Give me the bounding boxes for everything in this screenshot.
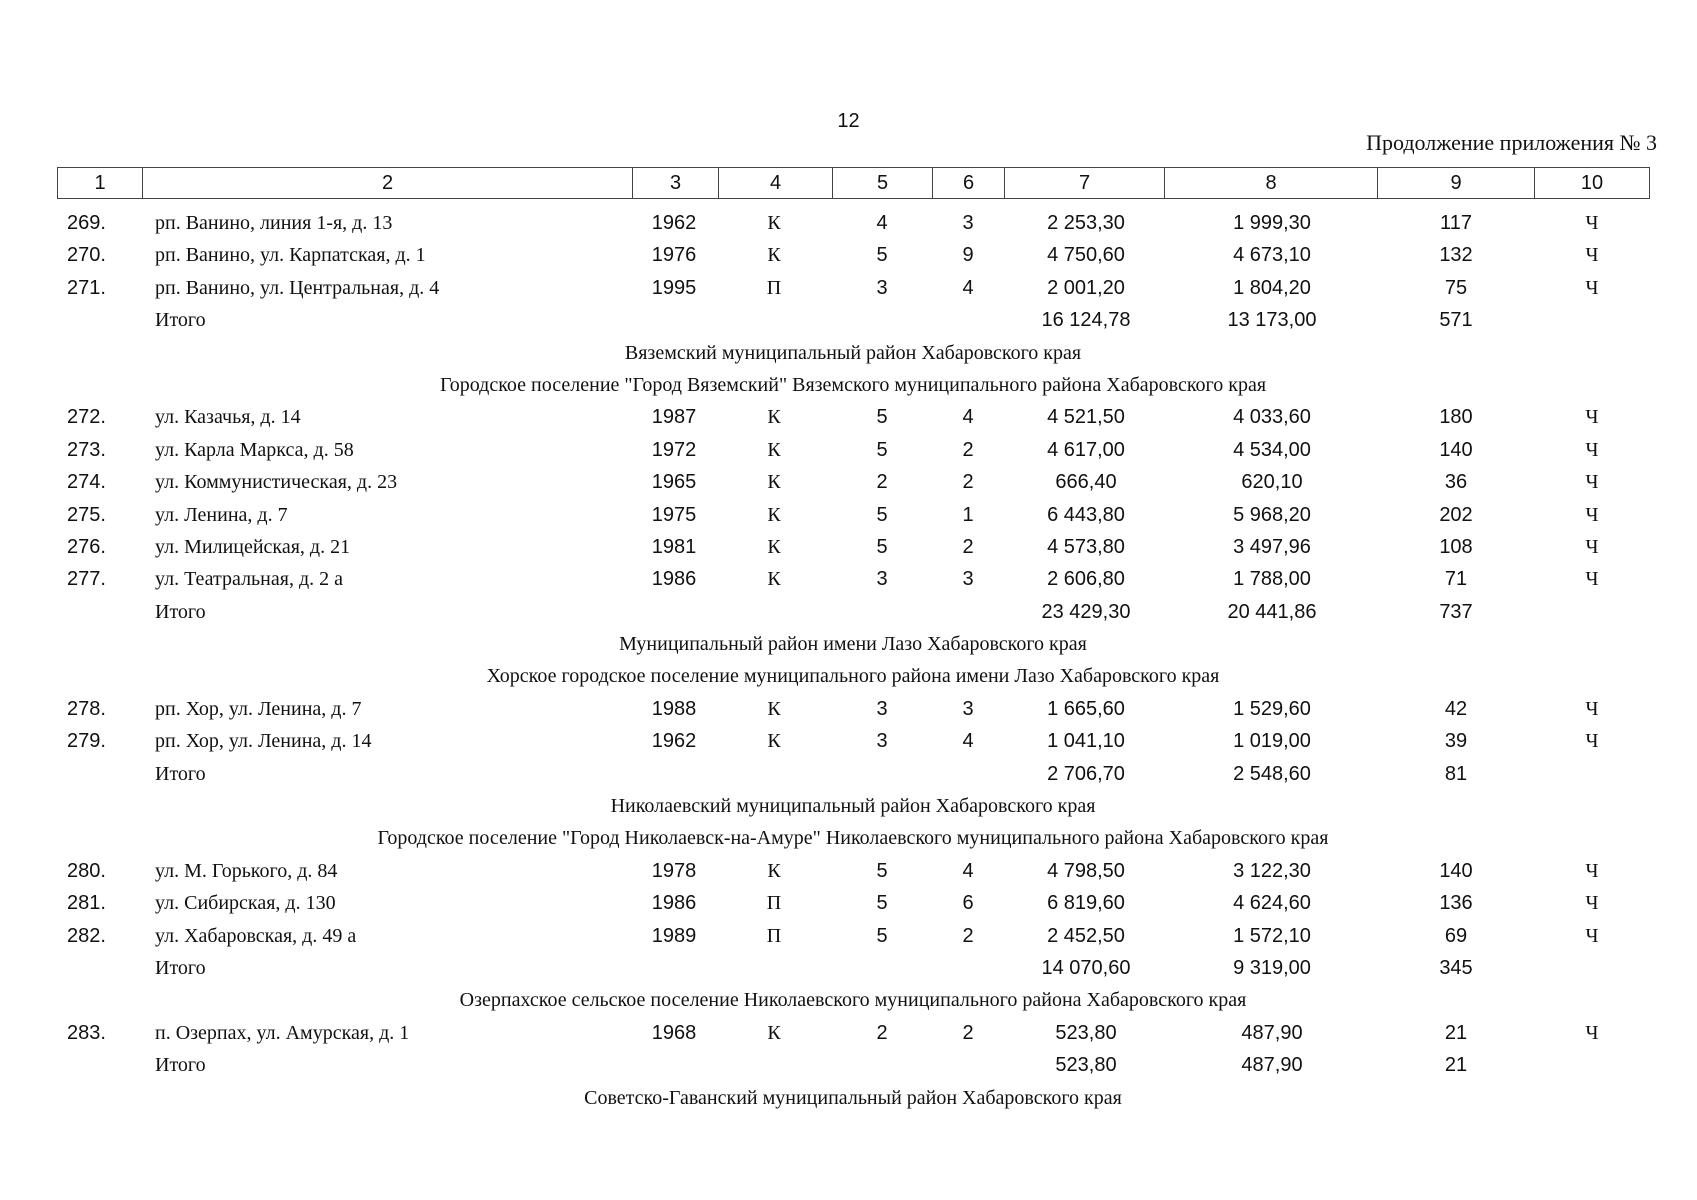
area-living-cell: 4 534,00 [1233, 438, 1311, 461]
ownership-cell: Ч [1585, 697, 1599, 720]
residents-cell: 117 [1440, 212, 1472, 234]
address-cell: ул. Ленина, д. 7 [155, 503, 288, 526]
floors-cell: 5 [876, 503, 888, 526]
column-header: 10 [1535, 168, 1650, 199]
area-living-cell: 1 572,10 [1233, 924, 1311, 947]
area-total-cell: 4 798,50 [1047, 859, 1125, 882]
wall-material-cell: К [767, 503, 781, 526]
section-heading-row [57, 660, 1649, 692]
residents-cell: 345 [1439, 956, 1473, 979]
floors-cell: 5 [876, 859, 888, 882]
year-cell: 1968 [651, 1021, 697, 1044]
area-living-cell: 487,90 [1241, 1021, 1303, 1044]
residents-cell: 39 [1444, 730, 1468, 753]
area-living-cell: 1 999,30 [1233, 212, 1311, 234]
floors-cell: 3 [876, 697, 888, 720]
area-total-cell: 1 665,60 [1047, 697, 1125, 720]
table-row [57, 531, 1649, 563]
page-number: 12 [837, 110, 860, 132]
area-living-cell: 1 788,00 [1233, 568, 1311, 591]
ownership-cell: Ч [1585, 471, 1599, 494]
wall-material-cell: П [766, 924, 782, 947]
row-number-cell: 270. [67, 244, 106, 267]
column-header: 3 [633, 168, 719, 199]
year-cell: 1989 [651, 924, 697, 947]
total-label: Итого [155, 1054, 206, 1077]
area-living-cell: 1 804,20 [1233, 276, 1311, 299]
year-cell: 1986 [651, 892, 697, 915]
area-total-cell: 16 124,78 [1041, 309, 1131, 332]
table-row [57, 855, 1649, 887]
section-title: Вяземский муниципальный район Хабаровского края [624, 341, 1082, 364]
ownership-cell: Ч [1585, 892, 1599, 915]
section-title: Советско-Гаванский муниципальный район Хабаровского края [584, 1086, 1122, 1109]
row-number-cell: 271. [67, 276, 106, 299]
floors-cell: 5 [876, 244, 888, 267]
address-cell: рп. Ванино, ул. Центральная, д. 4 [155, 276, 440, 299]
year-cell: 1981 [651, 535, 697, 558]
ownership-cell: Ч [1585, 924, 1599, 947]
row-number-cell: 272. [67, 406, 106, 429]
ownership-cell: Ч [1585, 730, 1599, 753]
section-heading-row [57, 984, 1649, 1016]
table-row [57, 563, 1649, 595]
subtotal-row [57, 596, 1649, 628]
area-living-cell: 487,90 [1241, 1054, 1303, 1077]
area-total-cell: 4 573,80 [1047, 535, 1125, 558]
ownership-cell: Ч [1585, 244, 1599, 267]
residents-cell: 108 [1439, 535, 1473, 558]
area-living-cell: 1 529,60 [1233, 697, 1311, 720]
area-living-cell: 1 019,00 [1233, 730, 1311, 753]
row-number-cell: 273. [67, 438, 106, 461]
section-heading-row [57, 337, 1649, 369]
row-number-cell: 283. [67, 1021, 106, 1044]
floors-cell: 3 [876, 568, 888, 591]
subtotal-row [57, 952, 1649, 984]
area-total-cell: 1 041,10 [1047, 730, 1125, 753]
floors-cell: 5 [876, 406, 888, 429]
residents-cell: 42 [1444, 697, 1468, 720]
total-label: Итого [155, 309, 206, 332]
entrances-cell: 2 [962, 535, 974, 558]
area-living-cell: 620,10 [1241, 471, 1303, 494]
appendix-continuation-note: Продолжение приложения № 3 [1366, 130, 1657, 155]
ownership-cell: Ч [1585, 438, 1599, 461]
year-cell: 1962 [651, 730, 697, 753]
column-header: 1 [58, 168, 143, 199]
area-living-cell: 3 122,30 [1233, 859, 1311, 882]
section-title: Николаевский муниципальный район Хабаровского края [610, 795, 1096, 818]
year-cell: 1962 [651, 212, 697, 234]
wall-material-cell: П [766, 892, 782, 915]
address-cell: ул. М. Горького, д. 84 [155, 859, 338, 882]
wall-material-cell: К [767, 859, 781, 882]
area-total-cell: 523,80 [1055, 1054, 1117, 1077]
floors-cell: 5 [876, 924, 888, 947]
subtotal-row [57, 304, 1649, 336]
section-title: Муниципальный район имени Лазо Хабаровского края [619, 633, 1087, 656]
area-living-cell: 2 548,60 [1233, 762, 1311, 785]
entrances-cell: 4 [962, 276, 974, 299]
section-heading-row [57, 628, 1649, 660]
floors-cell: 3 [876, 276, 888, 299]
entrances-cell: 2 [962, 1021, 974, 1044]
ownership-cell: Ч [1585, 212, 1599, 234]
address-cell: рп. Хор, ул. Ленина, д. 14 [155, 730, 372, 753]
area-total-cell: 6 443,80 [1047, 503, 1125, 526]
address-cell: рп. Ванино, линия 1-я, д. 13 [155, 212, 393, 234]
floors-cell: 2 [876, 1021, 888, 1044]
table-row [57, 887, 1649, 919]
area-living-cell: 20 441,86 [1227, 600, 1317, 623]
area-living-cell: 13 173,00 [1227, 309, 1317, 332]
section-heading-row [57, 369, 1649, 401]
address-cell: ул. Карла Маркса, д. 58 [155, 438, 354, 461]
area-total-cell: 4 521,50 [1047, 406, 1125, 429]
row-number-cell: 275. [67, 503, 106, 526]
column-header: 2 [143, 168, 633, 199]
table-row [57, 499, 1649, 531]
entrances-cell: 2 [962, 438, 974, 461]
table-row [57, 1017, 1649, 1049]
wall-material-cell: К [767, 697, 781, 720]
wall-material-cell: К [767, 406, 781, 429]
address-cell: ул. Театральная, д. 2 а [155, 568, 344, 591]
area-living-cell: 9 319,00 [1233, 956, 1311, 979]
floors-cell: 5 [876, 892, 888, 915]
address-cell: ул. Сибирская, д. 130 [155, 892, 336, 915]
total-label: Итого [155, 762, 206, 785]
residents-cell: 202 [1439, 503, 1473, 526]
year-cell: 1995 [651, 276, 697, 299]
area-total-cell: 14 070,60 [1041, 956, 1131, 979]
area-total-cell: 523,80 [1055, 1021, 1117, 1044]
address-cell: рп. Ванино, ул. Карпатская, д. 1 [155, 244, 426, 267]
residents-cell: 140 [1439, 859, 1473, 882]
area-total-cell: 4 617,00 [1047, 438, 1125, 461]
year-cell: 1975 [651, 503, 697, 526]
section-heading-row [57, 822, 1649, 854]
row-number-cell: 281. [67, 892, 106, 915]
area-living-cell: 4 673,10 [1233, 244, 1311, 267]
section-title: Городское поселение "Город Николаевск-на-Амуре" Николаевского муниципального района Хабаровского края [377, 827, 1329, 850]
area-total-cell: 2 452,50 [1047, 924, 1125, 947]
year-cell: 1976 [651, 244, 697, 267]
residents-cell: 69 [1444, 924, 1468, 947]
residents-cell: 21 [1444, 1054, 1468, 1077]
floors-cell: 5 [876, 535, 888, 558]
entrances-cell: 3 [962, 212, 974, 234]
area-living-cell: 3 497,96 [1233, 535, 1311, 558]
address-cell: ул. Коммунистическая, д. 23 [155, 471, 398, 494]
ownership-cell: Ч [1585, 859, 1599, 882]
row-number-cell: 280. [67, 859, 106, 882]
area-living-cell: 4 624,60 [1233, 892, 1311, 915]
floors-cell: 4 [876, 212, 888, 234]
area-total-cell: 2 253,30 [1047, 212, 1125, 234]
year-cell: 1972 [651, 438, 697, 461]
residents-cell: 140 [1439, 438, 1473, 461]
address-cell: ул. Казачья, д. 14 [155, 406, 301, 429]
table-row [57, 725, 1649, 757]
column-header: 7 [1005, 168, 1165, 199]
entrances-cell: 6 [962, 892, 974, 915]
section-title: Городское поселение "Город Вяземский" Вяземского муниципального района Хабаровского края [439, 373, 1267, 396]
address-cell: п. Озерпах, ул. Амурская, д. 1 [155, 1021, 410, 1044]
wall-material-cell: К [767, 1021, 781, 1044]
residents-cell: 75 [1444, 276, 1468, 299]
wall-material-cell: К [767, 471, 781, 494]
table-row [57, 207, 1649, 239]
entrances-cell: 1 [962, 503, 974, 526]
year-cell: 1988 [651, 697, 697, 720]
ownership-cell: Ч [1585, 406, 1599, 429]
entrances-cell: 3 [962, 568, 974, 591]
area-total-cell: 2 001,20 [1047, 276, 1125, 299]
residents-cell: 180 [1439, 406, 1473, 429]
area-total-cell: 4 750,60 [1047, 244, 1125, 267]
table-row [57, 272, 1649, 304]
floors-cell: 5 [876, 438, 888, 461]
subtotal-row [57, 1049, 1649, 1081]
year-cell: 1978 [651, 859, 697, 882]
residents-cell: 132 [1439, 244, 1473, 267]
column-header: 8 [1165, 168, 1378, 199]
row-number-cell: 269. [67, 212, 106, 234]
row-number-cell: 278. [67, 697, 106, 720]
table-row [57, 434, 1649, 466]
residents-cell: 21 [1444, 1021, 1468, 1044]
residents-cell: 71 [1444, 568, 1468, 591]
area-total-cell: 2 606,80 [1047, 568, 1125, 591]
entrances-cell: 3 [962, 697, 974, 720]
area-total-cell: 23 429,30 [1041, 600, 1131, 623]
entrances-cell: 2 [962, 924, 974, 947]
table-row [57, 920, 1649, 952]
floors-cell: 2 [876, 471, 888, 494]
row-number-cell: 274. [67, 471, 106, 494]
year-cell: 1986 [651, 568, 697, 591]
row-number-cell: 279. [67, 730, 106, 753]
ownership-cell: Ч [1585, 1021, 1599, 1044]
area-living-cell: 5 968,20 [1233, 503, 1311, 526]
area-living-cell: 4 033,60 [1233, 406, 1311, 429]
wall-material-cell: К [767, 438, 781, 461]
area-total-cell: 666,40 [1055, 471, 1117, 494]
column-header: 4 [719, 168, 833, 199]
ownership-cell: Ч [1585, 535, 1599, 558]
total-label: Итого [155, 600, 206, 623]
section-title: Озерпахское сельское поселение Николаевского муниципального района Хабаровского края [459, 989, 1247, 1012]
row-number-cell: 276. [67, 535, 106, 558]
area-total-cell: 6 819,60 [1047, 892, 1125, 915]
section-heading-row [57, 1082, 1649, 1114]
section-title: Хорское городское поселение муниципального района имени Лазо Хабаровского края [486, 665, 1220, 688]
wall-material-cell: К [767, 244, 781, 267]
wall-material-cell: П [766, 276, 782, 299]
row-number-cell: 282. [67, 924, 106, 947]
wall-material-cell: К [767, 568, 781, 591]
residents-cell: 81 [1444, 762, 1468, 785]
floors-cell: 3 [876, 730, 888, 753]
table-row [57, 693, 1649, 725]
column-header-table [57, 167, 1650, 199]
residents-cell: 571 [1439, 309, 1473, 332]
ownership-cell: Ч [1585, 276, 1599, 299]
entrances-cell: 9 [962, 244, 974, 267]
residents-cell: 36 [1444, 471, 1468, 494]
column-header: 9 [1378, 168, 1535, 199]
year-cell: 1965 [651, 471, 697, 494]
section-heading-row [57, 790, 1649, 822]
total-label: Итого [155, 956, 206, 979]
column-header-row [58, 168, 1650, 199]
table-row [57, 239, 1649, 271]
address-cell: ул. Милицейская, д. 21 [155, 535, 351, 558]
residents-cell: 136 [1439, 892, 1473, 915]
entrances-cell: 4 [962, 406, 974, 429]
column-header: 5 [833, 168, 933, 199]
subtotal-row [57, 758, 1649, 790]
address-cell: рп. Хор, ул. Ленина, д. 7 [155, 697, 362, 720]
table-row [57, 466, 1649, 498]
entrances-cell: 2 [962, 471, 974, 494]
ownership-cell: Ч [1585, 503, 1599, 526]
wall-material-cell: К [767, 535, 781, 558]
table-body [57, 207, 1649, 1114]
entrances-cell: 4 [962, 859, 974, 882]
area-total-cell: 2 706,70 [1047, 762, 1125, 785]
entrances-cell: 4 [962, 730, 974, 753]
table-row [57, 401, 1649, 433]
ownership-cell: Ч [1585, 568, 1599, 591]
column-header: 6 [933, 168, 1005, 199]
residents-cell: 737 [1439, 600, 1473, 623]
year-cell: 1987 [651, 406, 697, 429]
wall-material-cell: К [767, 730, 781, 753]
row-number-cell: 277. [67, 568, 106, 591]
wall-material-cell: К [767, 212, 781, 234]
address-cell: ул. Хабаровская, д. 49 а [155, 924, 357, 947]
